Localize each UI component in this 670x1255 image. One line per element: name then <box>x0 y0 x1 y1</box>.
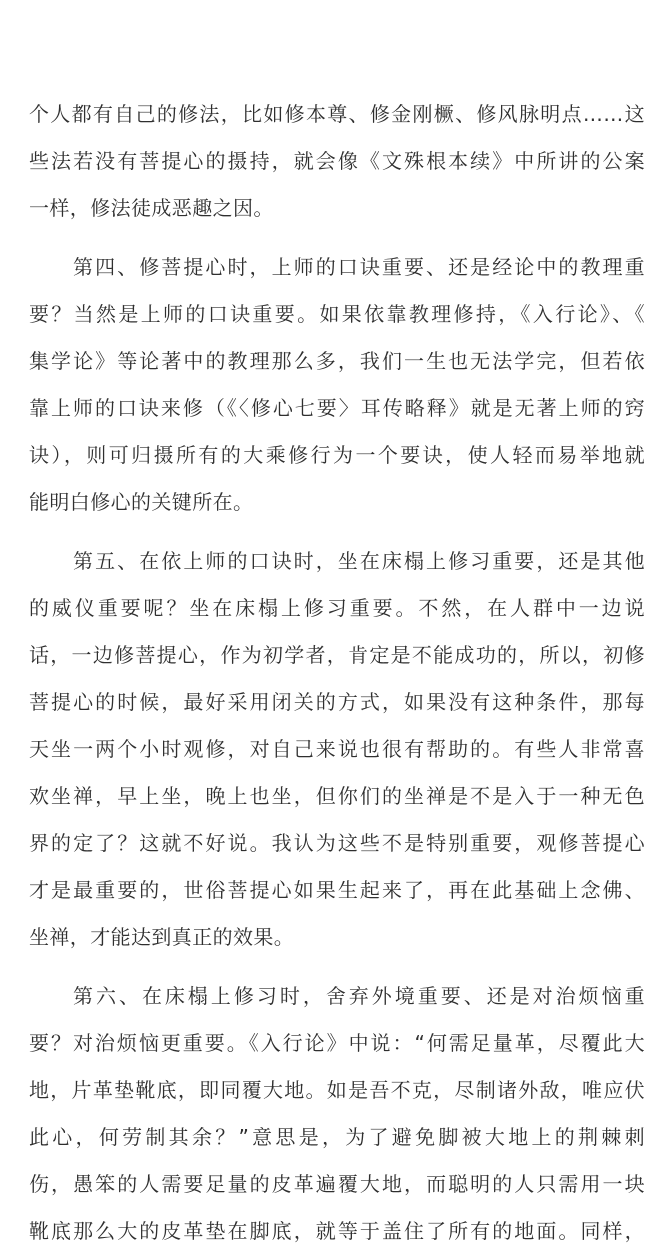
text-line: 话，一边修菩提心，作为初学者，肯定是不能成功的，所以，初修 <box>29 643 645 667</box>
text-line: 第五、在依上师的口诀时，坐在床榻上修习重要，还是其他 <box>73 549 645 573</box>
text-line: 能明白修心的关键所在。 <box>29 490 254 514</box>
text-line: 菩提心的时候，最好采用闭关的方式，如果没有这种条件，那每 <box>29 690 645 714</box>
text-line: 地，片革垫靴底，即同覆大地。如是吾不克，尽制诸外敌，唯应伏 <box>29 1078 645 1102</box>
text-line: 第四、修菩提心时，上师的口诀重要、还是经论中的教理重 <box>73 255 645 279</box>
text-line: 欢坐禅，早上坐，晚上也坐，但你们的坐禅是不是入于一种无色 <box>29 784 645 808</box>
text-line: 诀），则可归摄所有的大乘修行为一个要诀，使人轻而易举地就 <box>29 443 645 467</box>
text-line: 才是最重要的，世俗菩提心如果生起来了，再在此基础上念佛、 <box>29 878 645 902</box>
paragraph-fifth <box>29 538 645 961</box>
text-line: 伤，愚笨的人需要足量的皮革遍覆大地，而聪明的人只需用一块 <box>29 1172 645 1196</box>
paragraph-continuation <box>29 91 645 232</box>
text-line: 第六、在床榻上修习时，舍弃外境重要、还是对治烦恼重 <box>73 984 645 1008</box>
text-line: 些法若没有菩提心的摄持，就会像《文殊根本续》中所讲的公案 <box>29 149 645 173</box>
text-line: 坐禅，才能达到真正的效果。 <box>29 925 295 949</box>
text-line: 集学论》等论著中的教理那么多，我们一生也无法学完，但若依 <box>29 349 645 373</box>
paragraph-fourth <box>29 244 645 526</box>
text-line: 的威仪重要呢？坐在床榻上修习重要。不然，在人群中一边说 <box>29 596 645 620</box>
text-line: 靠上师的口诀来修（《〈修心七要〉耳传略释》就是无著上师的窍 <box>29 396 645 420</box>
text-line: 个人都有自己的修法，比如修本尊、修金刚橛、修风脉明点……这 <box>29 102 645 126</box>
document-page <box>29 91 645 1255</box>
text-line: 此心，何劳制其余？”意思是，为了避免脚被大地上的荆棘刺 <box>29 1125 645 1149</box>
text-line: 要？当然是上师的口诀重要。如果依靠教理修持，《入行论》、《 <box>29 302 645 326</box>
paragraph-sixth <box>29 973 645 1255</box>
text-line: 靴底那么大的皮革垫在脚底，就等于盖住了所有的地面。同样， <box>29 1219 645 1243</box>
text-line: 要？对治烦恼更重要。《入行论》中说：“何需足量革，尽覆此大 <box>29 1031 645 1055</box>
text-line: 界的定了？这就不好说。我认为这些不是特别重要，观修菩提心 <box>29 831 645 855</box>
text-line: 天坐一两个小时观修，对自己来说也很有帮助的。有些人非常喜 <box>29 737 645 761</box>
text-line: 一样，修法徒成恶趣之因。 <box>29 196 274 220</box>
